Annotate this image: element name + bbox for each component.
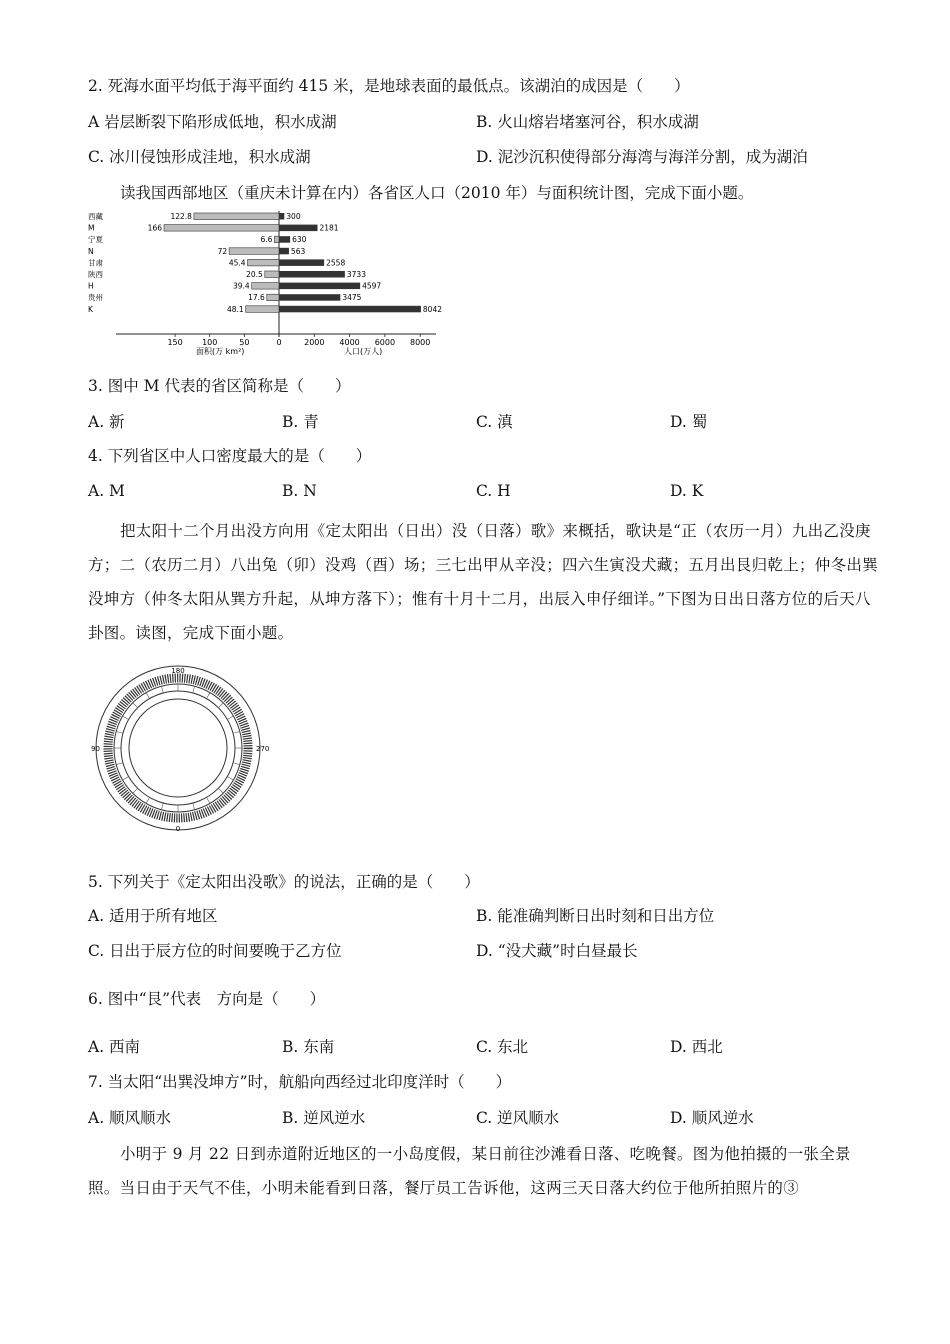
- category-label: N: [88, 246, 94, 256]
- intro-song: 把太阳十二个月出没方向用《定太阳出（日出）没（日落）歌》来概括，歌诀是“正（农历一月）九出乙没庚方；二（农历二月）八出兔（卯）没鸡（酉）场；三七出甲从辛没；四六生寅没犬藏；五月出艮归乾上；仲冬出巽没坤方（仲冬太阳从巽方升起，从坤方落下）；惟有十月十二月，出辰入申仔细详。”下图为日出日落方位的后天八卦图。读图，完成下面小题。: [88, 522, 879, 642]
- area-tick-label: 0: [276, 338, 282, 347]
- dial-label-90: 90: [91, 745, 100, 753]
- population-value-label: 2558: [326, 258, 346, 268]
- q6-option-b: B. 东南: [282, 1038, 335, 1056]
- q7-option-b: B. 逆风逆水: [282, 1109, 366, 1127]
- area-value-label: 122.8: [170, 212, 192, 221]
- q6-option-d: D. 西北: [670, 1038, 723, 1056]
- q3-option-c: C. 滇: [476, 413, 513, 431]
- category-label: H: [88, 281, 94, 291]
- q2-option-b: B. 火山熔岩堵塞河谷，积水成湖: [476, 113, 699, 131]
- q3-option-b: B. 青: [282, 413, 319, 431]
- population-value-label: 3475: [342, 293, 362, 303]
- q4-stem: 4. 下列省区中人口密度最大的是（ ）: [88, 447, 372, 465]
- population-bar: [279, 306, 421, 313]
- q3-option-a: A. 新: [88, 413, 125, 431]
- population-bar: [279, 259, 324, 266]
- population-value-label: 3733: [346, 270, 366, 279]
- dial-label-270: 270: [256, 745, 270, 753]
- category-label: 西藏: [88, 212, 103, 221]
- bagua-direction-dial: [86, 660, 276, 835]
- q2-option-a: A 岩层断裂下陷形成低地，积水成湖: [88, 113, 337, 131]
- q3-stem: 3. 图中 M 代表的省区简称是（ ）: [88, 377, 351, 395]
- population-bar: [279, 225, 317, 232]
- population-tick-label: 4000: [339, 338, 360, 347]
- population-bar: [279, 248, 289, 255]
- area-value-label: 17.6: [248, 293, 265, 303]
- area-bar: [267, 294, 279, 301]
- q2-stem: 2. 死海水面平均低于海平面约 415 米，是地球表面的最低点。该湖泊的成因是（ ）: [88, 77, 690, 95]
- area-value-label: 6.6: [260, 235, 273, 245]
- population-bar: [279, 236, 290, 243]
- q3-option-d: D. 蜀: [670, 413, 708, 431]
- category-label: K: [88, 304, 93, 314]
- q6-stem: 6. 图中“艮”代表 方向是（ ）: [88, 990, 326, 1008]
- area-bar: [194, 213, 279, 220]
- q5-option-c: C. 日出于辰方位的时间要晚于乙方位: [88, 942, 342, 960]
- population-value-label: 8042: [422, 304, 443, 314]
- category-label: 贵州: [88, 293, 103, 303]
- category-label: 陕西: [88, 270, 103, 279]
- population-area-chart: [86, 205, 446, 357]
- area-bar: [229, 248, 279, 255]
- population-tick-label: 2000: [304, 338, 325, 347]
- area-bar: [274, 236, 279, 243]
- q4-option-b: B. N: [282, 482, 317, 500]
- area-bar: [265, 271, 279, 278]
- q7-option-a: A. 顺风顺水: [88, 1109, 172, 1127]
- q6-option-a: A. 西南: [88, 1038, 141, 1056]
- q2-option-d: D. 泥沙沉积使得部分海湾与海洋分割，成为湖泊: [476, 148, 808, 166]
- dial-label-180: 180: [171, 667, 185, 675]
- q6-option-c: C. 东北: [476, 1038, 529, 1056]
- intro-chart: 读我国西部地区（重庆未计算在内）各省区人口（2010 年）与面积统计图，完成下面小题。: [120, 184, 754, 202]
- area-tick-label: 100: [202, 338, 218, 347]
- category-label: M: [88, 223, 95, 233]
- q5-option-d: D. “没犬藏”时白昼最长: [476, 942, 638, 960]
- area-bar: [248, 259, 279, 266]
- category-label: 甘肃: [88, 258, 103, 268]
- q7-stem: 7. 当太阳“出巽没坤方”时，航船向西经过北印度洋时（ ）: [88, 1073, 512, 1091]
- q5-option-a: A. 适用于所有地区: [88, 907, 218, 925]
- area-value-label: 48.1: [226, 304, 244, 314]
- area-value-label: 39.4: [233, 281, 250, 291]
- q2-option-c: C. 冰川侵蚀形成洼地，积水成湖: [88, 148, 311, 166]
- population-value-label: 300: [286, 212, 301, 221]
- population-value-label: 563: [290, 246, 306, 256]
- population-bar: [279, 294, 340, 301]
- population-tick-label: 6000: [374, 338, 396, 347]
- population-axis-label: 人口(万人): [344, 347, 383, 356]
- area-tick-label: 150: [167, 338, 183, 347]
- area-value-label: 20.5: [246, 270, 263, 279]
- area-tick-label: 50: [239, 338, 250, 347]
- area-value-label: 45.4: [228, 258, 246, 268]
- area-value-label: 166: [147, 223, 162, 233]
- area-bar: [252, 283, 279, 290]
- q4-option-c: C. H: [476, 482, 511, 500]
- population-bar: [279, 213, 284, 220]
- dial-label-0: 0: [175, 825, 181, 833]
- population-bar: [279, 271, 345, 278]
- q7-option-d: D. 顺风逆水: [670, 1109, 754, 1127]
- q4-option-d: D. K: [670, 482, 704, 500]
- area-bar: [246, 306, 279, 313]
- population-tick-label: 8000: [409, 338, 431, 347]
- q5-option-b: B. 能准确判断日出时刻和日出方位: [476, 907, 715, 925]
- category-label: 宁夏: [88, 235, 103, 245]
- area-bar: [164, 225, 279, 232]
- q7-option-c: C. 逆风顺水: [476, 1109, 560, 1127]
- intro-island: 小明于 9 月 22 日到赤道附近地区的一小岛度假，某日前往沙滩看日落、吃晚餐。图为他拍摄的一张全景照。当日由于天气不佳，小明未能看到日落，餐厅员工告诉他，这两三天日落大约位于他所拍照片的③: [88, 1145, 851, 1197]
- population-value-label: 4597: [362, 281, 382, 291]
- population-value-label: 630: [292, 235, 307, 245]
- population-bar: [279, 283, 360, 290]
- area-axis-label: 面积(万 km²): [196, 347, 245, 356]
- area-value-label: 72: [217, 246, 228, 256]
- q4-option-a: A. M: [88, 482, 125, 500]
- q5-stem: 5. 下列关于《定太阳出没歌》的说法，正确的是（ ）: [88, 873, 480, 891]
- population-value-label: 2181: [319, 223, 339, 233]
